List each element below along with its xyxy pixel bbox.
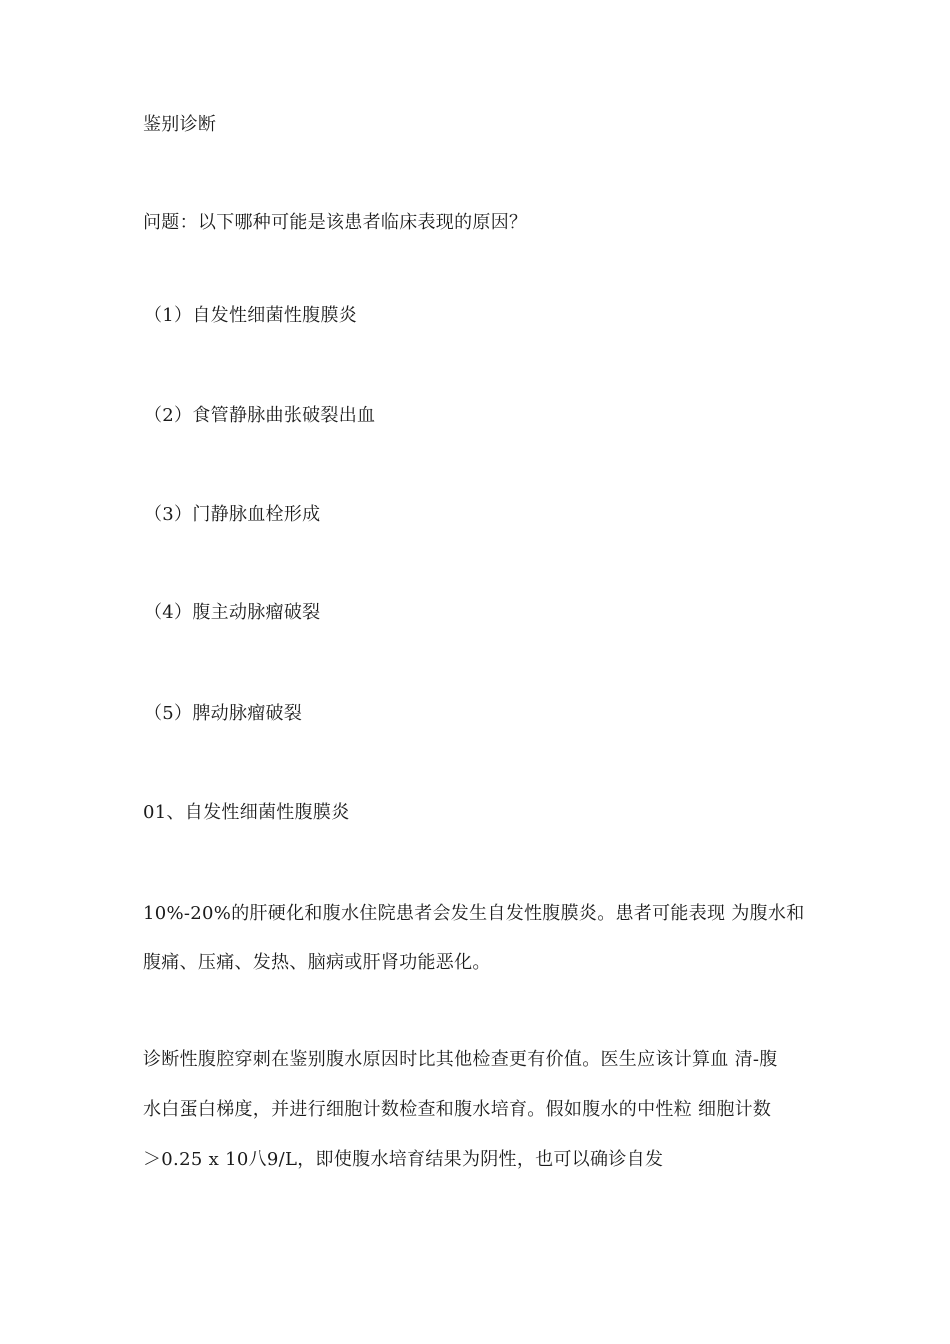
question: 问题：以下哪种可能是该患者临床表现的原因？ (143, 212, 528, 233)
option-4: （4）腹主动脉瘤破裂 (144, 602, 321, 623)
option-5: （5）脾动脉瘤破裂 (144, 703, 303, 724)
paragraph-2-line-3: ＞0.25 x 10八9/L，即使腹水培育结果为阴性，也可以确诊自发 (143, 1149, 664, 1170)
paragraph-2-line-1: 诊断性腹腔穿刺在鉴别腹水原因时比其他检查更有价值。医生应该计算血 清-腹 (143, 1049, 778, 1070)
paragraph-1-line-1: 10%-20%的肝硬化和腹水住院患者会发生自发性腹膜炎。患者可能表现 为腹水和 (143, 903, 805, 924)
heading: 鉴别诊断 (143, 114, 217, 135)
paragraph-2-line-2: 水白蛋白梯度，并进行细胞计数检查和腹水培育。假如腹水的中性粒 细胞计数 (143, 1099, 772, 1120)
option-3: （3）门静脉血栓形成 (144, 504, 321, 525)
paragraph-1-line-2: 腹痛、压痛、发热、脑病或肝肾功能恶化。 (143, 952, 491, 973)
option-2: （2）食管静脉曲张破裂出血 (144, 405, 376, 426)
option-1: （1）自发性细菌性腹膜炎 (144, 305, 358, 326)
section-title: 01、自发性细菌性腹膜炎 (143, 802, 350, 823)
